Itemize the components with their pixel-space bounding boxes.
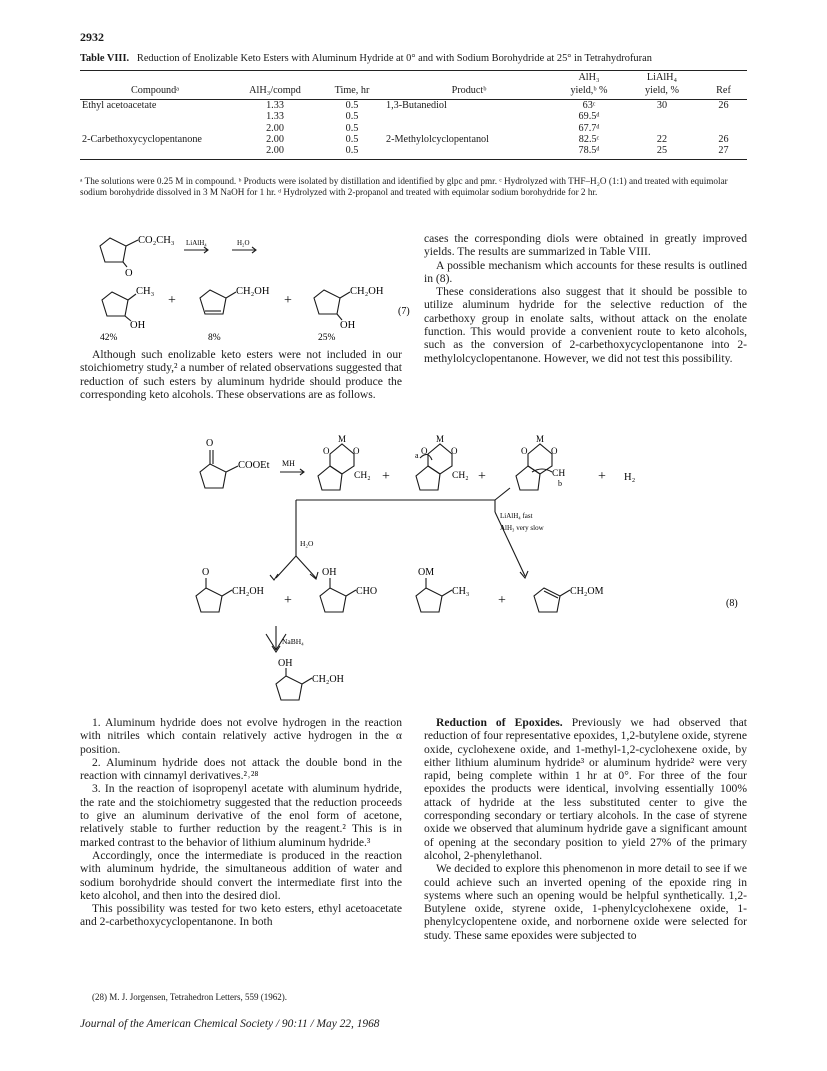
ring-metal: M [536, 434, 545, 444]
reference-28: (28) M. J. Jorgensen, Tetrahedron Letters, 559 (1962). [92, 992, 287, 1002]
branch-label-fast: LiAlH₄ fast [500, 512, 533, 520]
cyclopentane-ring [314, 290, 340, 314]
ring-oxygen: O [521, 446, 528, 456]
cell-ref: 27 [700, 145, 747, 159]
right-lower-column [424, 716, 747, 942]
reagent-lialh4: LiAlH₄ [186, 239, 207, 247]
cyclopentane-ring [320, 588, 346, 612]
cell-alh3: 63ᶜ [582, 99, 596, 111]
cell-product [384, 111, 554, 122]
chelate-ring [330, 444, 354, 474]
header-alh3-bottom: yield,ᵇ % [554, 84, 624, 99]
table-row [80, 111, 747, 122]
header-ref: Ref [700, 84, 747, 99]
cell-product [384, 123, 554, 134]
product1-substituent: CH₃ [136, 286, 155, 297]
plus-sign: + [478, 469, 486, 484]
cell-time: 0.5 [320, 145, 384, 159]
ring-oxygen: O [323, 446, 330, 456]
reactant-oxygen: O [206, 438, 214, 449]
cell-lialh4: 25 [624, 145, 700, 159]
product2-substituent: CH₂OH [236, 286, 270, 297]
yield-label: 8% [208, 333, 221, 343]
product-om: OM [418, 567, 435, 578]
table-row [80, 145, 747, 159]
table-title: Reduction of Enolizable Keto Esters with Aluminum Hydride at 0° and with Sodium Borohydride at 25° in Tetrahydrofuran [136, 53, 652, 64]
product-substituent: CH₂OM [570, 586, 604, 597]
plus-sign: + [284, 293, 292, 308]
header-lialh4-top: LiAlH₄ [624, 71, 700, 85]
reagent-mh: MH [282, 459, 295, 468]
reaction-scheme-8 [170, 428, 760, 714]
plus-sign: + [168, 293, 176, 308]
paragraph: A possible mechanism which accounts for these results is outlined in (8). [424, 258, 747, 285]
cell-product: 2-Methylolcyclopentanol [386, 134, 489, 146]
header-lialh4-bottom: yield, % [624, 84, 700, 99]
cell-lialh4: 22 [656, 134, 668, 146]
cell-ref: 26 [718, 99, 729, 111]
left-lower-column [80, 716, 402, 929]
product-substituent: CH₂OH [232, 586, 264, 597]
intermediate1-substituent: CH₂ [354, 471, 371, 481]
reagent-nabh4: NaBH₄ [282, 637, 304, 646]
intermediate3-substituent: CH [552, 469, 566, 479]
header-time: Time, hr [320, 84, 384, 99]
paragraph-text: Previously we had observed that reduction of four representative epoxides, 1,2-butylene oxide, styrene oxide, cyclohexene oxide, and 1-methyl-1,2-cyclohexene oxide, by either lithium aluminum hydride³ or aluminum hydride² were very rapid, being complete within 1 hr at 0°. For three of the four epoxides the products were identical, involving essentially 100% attack of hydride at the less substituted center to give the corresponding secondary or tertiary alcohols. In the case of styrene oxide we observed that aluminum hydride gave a significant amount of opening at the secondary position to yield 27% of the primary alcohol, 2-phenylethanol. [424, 716, 748, 862]
cell-time: 0.5 [345, 134, 359, 146]
product3-hydroxyl: OH [340, 320, 356, 331]
table-footnote: ᵃ The solutions were 0.25 M in compound. ᵇ Products were isolated by distillation and identified by glpc and pmr. ᶜ Hydrolyzed with THF–H₂O (1:1) and treated with equimolar sodium borohydride dissolved in 3 M NaOH for 1 hr. ᵈ Hydrolyzed with 2-propanol and treated with equimolar sodium borohydride for 2 hr. [80, 176, 728, 198]
reactant-substituent: COOEt [238, 460, 270, 471]
cell-time: 0.5 [345, 122, 359, 134]
plus-sign: + [498, 593, 506, 608]
cell-alh3: 67.7ᵈ [578, 122, 600, 134]
cell-compound: 2-Carbethoxycyclopentanone [82, 134, 202, 146]
paragraph: This possibility was tested for two keto esters, ethyl acetoacetate and 2-carbethoxycyclopentanone. In both [80, 902, 402, 929]
table-viii [80, 70, 747, 160]
paragraph: 3. In the reaction of isopropenyl acetate with aluminum hydride, the rate and the stoichiometry suggested that the reduction proceeds to give an aluminum derivative of the enol form of acetone, relatively stable to further reduction by the reagent.² This is in marked contrast to the behavior of lithium aluminum hydride.³ [80, 782, 402, 849]
cell-alh3: 69.5ᵈ [578, 111, 600, 123]
paragraph: These considerations also suggest that it should be possible to utilize aluminum hydride for the selective reduction of the carbethoxy group in enolate salts, without attack on the enolate function. This would provide a convenient route to keto alcohols, such as the conversion of 2-carbethoxycyclopentanone into 2-methylolcyclopentanone. However, we did not test this possibility. [424, 285, 747, 365]
ring-oxygen: O [353, 446, 360, 456]
cyclopentane-ring [102, 292, 128, 316]
cell-time: 0.5 [345, 111, 359, 123]
cyclopentanone-ring [196, 588, 222, 612]
cyclopentene-ring [534, 588, 560, 612]
ring-oxygen: O [451, 446, 458, 456]
cell-ratio: 2.00 [266, 134, 284, 146]
header-alh3-top: AlH₃ [554, 71, 624, 85]
product3-substituent: CH₂OH [350, 286, 384, 297]
equation-number: (7) [398, 306, 410, 317]
branch-label-slow: AlH₃ very slow [500, 524, 544, 532]
paragraph: 2. Aluminum hydride does not attack the double bond in the reaction with cinnamyl derivatives.²˒²⁸ [80, 755, 402, 783]
ring-metal: M [338, 434, 347, 444]
intermediate2-substituent: CH₂ [452, 471, 469, 481]
cell-lialh4 [624, 111, 700, 122]
cyclopentene-ring [416, 466, 440, 490]
cell-alh3: 82.5ᶜ [578, 134, 600, 146]
plus-sign: + [382, 469, 390, 484]
cyclopentane-ring [200, 464, 226, 488]
cell-ratio: 2.00 [230, 145, 320, 159]
table-row [80, 123, 747, 134]
product-hydroxyl: OH [322, 567, 337, 578]
reactant-substituent: CO₂CH₃ [138, 235, 175, 246]
reagent-water: H₂O [237, 239, 250, 247]
table-row [80, 134, 747, 145]
paragraph: We decided to explore this phenomenon in more detail to see if we could achieve such an inverted opening of the epoxide ring in systems where such an opening would be helpful synthetically. 1,2-Butylene oxide, styrene oxide, 1-phenylcyclohexene oxide, 1-phenylcyclopentene oxide, and norbornene oxide were selected for study. These same epoxides were subjected to [424, 862, 747, 942]
cell-ref [700, 123, 747, 134]
cell-lialh4 [624, 123, 700, 134]
section-heading: Reduction of Epoxides. [436, 716, 563, 729]
cell-ref [700, 111, 747, 122]
cell-time: 0.5 [345, 99, 359, 111]
cell-compound: Ethyl acetoacetate [82, 99, 157, 111]
cyclopentene-ring [200, 290, 226, 314]
header-compound: Compoundᵃ [80, 84, 230, 99]
final-substituent: CH₂OH [312, 674, 344, 685]
final-hydroxyl: OH [278, 658, 293, 669]
header-product: Productᵇ [384, 84, 554, 99]
product-oxygen: O [202, 567, 210, 578]
table-label: Table VIII. [80, 53, 130, 64]
paragraph: Although such enolizable keto esters were not included in our stoichiometry study,² a number of related observations suggested that reduction of such esters by aluminum hydride should produce the corresponding keto alcohols. These observations are as follows. [80, 348, 402, 401]
table-row [80, 99, 747, 111]
cyclopentane-ring [100, 238, 126, 262]
plus-sign: + [284, 593, 292, 608]
page-number: 2932 [80, 30, 104, 44]
cell-ratio: 2.00 [266, 122, 284, 134]
arrow-label-a: a [415, 451, 419, 460]
equation-number: (8) [726, 598, 738, 609]
table-caption [80, 52, 760, 65]
cell-ratio: 1.33 [266, 99, 284, 111]
yield-label: 25% [318, 333, 336, 343]
cell-compound [80, 145, 230, 159]
paragraph: Accordingly, once the intermediate is produced in the reaction with aluminum hydride, the simultaneous addition of water and sodium borohydride should convert the intermediate first into the keto alcohol, and then into the desired diol. [80, 848, 402, 902]
hydrogen-gas: H₂ [624, 472, 636, 483]
header-ratio: AlH₃/compd [230, 84, 320, 99]
product-substituent: CHO [356, 586, 378, 597]
cell-lialh4: 30 [656, 99, 668, 111]
reactant-oxygen: O [125, 268, 133, 279]
ring-oxygen: O [551, 446, 558, 456]
branch-label-water: H₂O [300, 539, 314, 548]
product1-hydroxyl: OH [130, 320, 146, 331]
journal-footer: Journal of the American Chemical Society / 90:11 / May 22, 1968 [80, 1018, 380, 1030]
yield-label: 42% [100, 333, 118, 343]
cell-ref: 26 [718, 134, 729, 146]
paragraph [424, 716, 747, 862]
product-substituent: CH₃ [452, 586, 470, 597]
arrow-label-b: b [558, 479, 562, 488]
paragraph: 1. Aluminum hydride does not evolve hydrogen in the reaction with nitriles which contain relatively active hydrogen in the α position. [80, 716, 402, 756]
cyclopentane-ring [276, 676, 302, 700]
cell-product: 1,3-Butanediol [386, 99, 447, 111]
reaction-scheme-7 [80, 222, 420, 350]
cell-compound [80, 123, 230, 134]
ring-oxygen: O [421, 446, 428, 456]
cell-product [384, 145, 554, 159]
cell-ratio: 1.33 [266, 111, 284, 123]
plus-sign: + [598, 469, 606, 484]
cyclopentane-ring [416, 588, 442, 612]
cyclopentane-ring [318, 466, 342, 490]
ring-metal: M [436, 434, 445, 444]
right-upper-column [424, 232, 747, 365]
cell-compound [80, 111, 230, 122]
left-upper-column [80, 348, 402, 401]
cell-alh3: 78.5ᵈ [554, 145, 624, 159]
paragraph: cases the corresponding diols were obtained in greatly improved yields. The results are summarized in Table VIII. [424, 232, 747, 259]
